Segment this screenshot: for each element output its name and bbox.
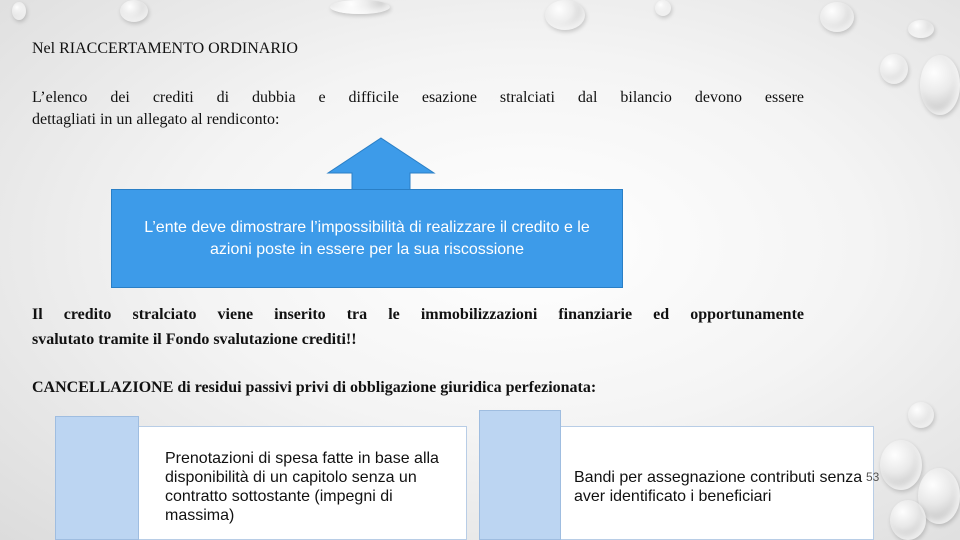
- slide-heading: Nel RIACCERTAMENTO ORDINARIO: [32, 40, 298, 57]
- card-text: Bandi per assegnazione contributi senza aver identificato i beneficiari: [574, 469, 863, 505]
- water-drop-decoration: [12, 2, 26, 20]
- water-drop-decoration: [880, 440, 922, 490]
- card-text: Prenotazioni di spesa fatte in base alla disponibilità di un capitolo senza un contratto sottostante (impegni di massima): [165, 450, 439, 524]
- page-number: 53: [866, 470, 880, 484]
- paragraph-line-2: dettagliati in un allegato al rendiconto:: [32, 111, 280, 128]
- card-thumbnail: [55, 416, 139, 540]
- credito-line-2: svalutato tramite il Fondo svalutazione crediti!!: [32, 331, 357, 348]
- card-prenotazioni: [137, 426, 467, 540]
- paragraph-line-1: L’elenco dei crediti di dubbia e difficile esazione stralciati dal bilancio devono essere: [32, 89, 804, 106]
- callout-text: L’ente deve dimostrare l’impossibilità di realizzare il credito e le azioni poste in essere per la sua riscossione: [144, 218, 590, 258]
- water-drop-decoration: [330, 0, 390, 14]
- water-drop-decoration: [120, 0, 148, 22]
- water-drop-decoration: [545, 0, 585, 30]
- water-drop-decoration: [820, 2, 854, 32]
- water-drop-decoration: [890, 500, 926, 540]
- water-drop-decoration: [920, 55, 960, 115]
- water-drop-decoration: [908, 402, 934, 428]
- water-drop-decoration: [655, 0, 671, 16]
- water-drop-decoration: [880, 54, 908, 84]
- water-drop-decoration: [908, 20, 934, 38]
- callout-box: [111, 189, 623, 288]
- up-arrow-shape: [326, 137, 436, 190]
- card-thumbnail: [479, 410, 561, 540]
- credito-line-1: Il credito stralciato viene inserito tra le immobilizzazioni finanziarie ed opportunamente: [32, 306, 804, 323]
- cancellazione-text: CANCELLAZIONE di residui passivi privi di obbligazione giuridica perfezionata:: [32, 379, 597, 396]
